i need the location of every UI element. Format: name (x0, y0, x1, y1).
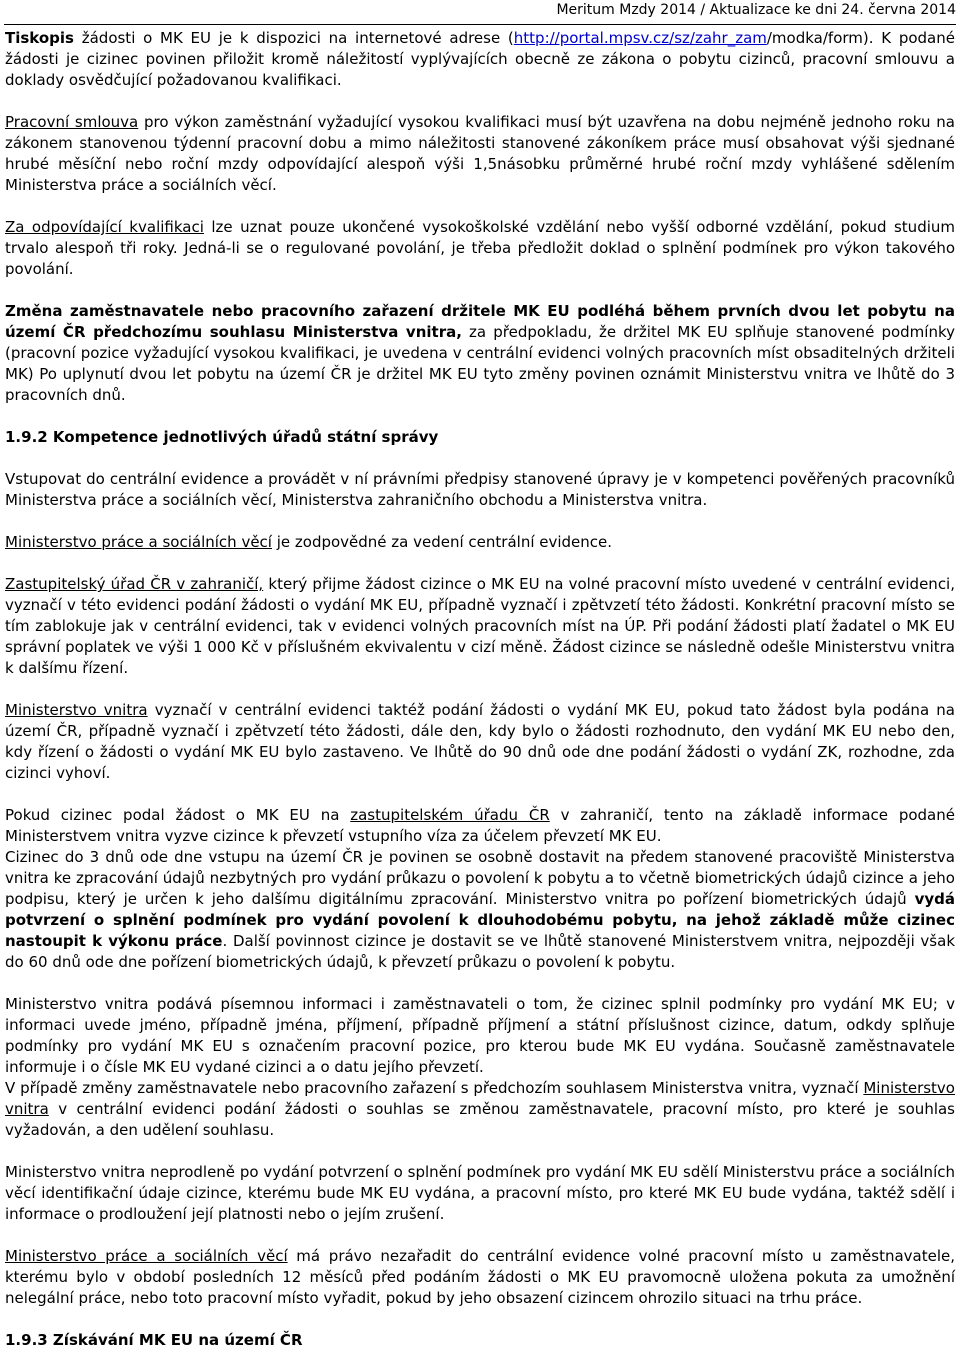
paragraph-work-contract (5, 112, 955, 196)
paragraph-form-info (5, 28, 955, 91)
underlined-term: Pracovní smlouva (5, 113, 139, 131)
text-span: v zahraničí, tento na základě informace podané Ministerstvem vnitra vyzve cizince k převzetí vstupního víza za účelem převzetí MK EU. (5, 806, 955, 845)
text-span: /modka/form). (766, 29, 874, 47)
underlined-term: Ministerstvo vnitra (5, 701, 148, 719)
paragraph-employer-info (5, 994, 955, 1078)
text-span: . Další povinnost cizince je dostavit se ve lhůtě stanovené Ministerstvem vnitra, nejpozději však do 60 dnů ode dne pořízení biometrických údajů, k převzetí průkazu o povolení k pobytu. (5, 932, 955, 971)
paragraph-mpsv-rights (5, 1246, 955, 1309)
underlined-term: Ministerstvo práce a sociálních věcí (5, 533, 272, 551)
text-span: je zodpovědné za vedení centrální evidence. (271, 533, 613, 551)
underlined-term: Za odpovídající kvalifikaci (5, 218, 204, 236)
paragraph-entry-obligations (5, 847, 955, 973)
text-span: V případě změny zaměstnavatele nebo pracovního zařazení s předchozím souhlasem Ministerstva vnitra, vyznačí (5, 1079, 864, 1097)
paragraph-qualification (5, 217, 955, 280)
paragraph-employer-change (5, 301, 955, 406)
text-span: Ministerstvo vnitra neprodleně po vydání potvrzení o splnění podmínek pro vydání MK EU sdělí Ministerstvu práce a sociálních věcí identifikační údaje cizince, kterému bude MK EU vydána, a pracovní místo, pro které MK EU bude vydána, taktéž sdělí i informace o prodloužení její platnosti nebo o jejím zrušení. (5, 1163, 955, 1223)
running-header: Meritum Mzdy 2014 / Aktualizace ke dni 24. června 2014 (556, 2, 956, 18)
paragraph-central-register (5, 469, 955, 511)
paragraph-embassy-application (5, 805, 955, 847)
text-span: v centrální evidenci podání žádosti o souhlas se změnou zaměstnavatele, pracovní místo, pro které je souhlas vyžadován, a den udělení souhlasu. (5, 1100, 955, 1139)
underlined-term: Ministerstvo vnitra (5, 1079, 955, 1118)
underlined-term: Ministerstvo práce a sociálních věcí (5, 1247, 288, 1265)
text-span: Pokud cizinec podal žádost o MK EU na (5, 806, 351, 824)
paragraph-embassy (5, 574, 955, 679)
text-span: žádosti o MK EU je k dispozici na internetové adrese ( (74, 29, 514, 47)
underlined-term: zastupitelském úřadu ČR (350, 806, 550, 824)
text-span: Cizinec do 3 dnů ode dne vstupu na území ČR je povinen se osobně dostavit na předem stanovené pracoviště Ministerstva vnitra ke zpracování údajů nezbytných pro vydání průkazu o povolení k pobytu a to včetně biometrických údajů cizince a jeho podpisu, který je určen k jeho dalšímu digitálnímu zpracování. Ministerstvo vnitra po pořízení biometrických údajů (5, 848, 955, 908)
section-heading-1-9-2: 1.9.2 Kompetence jednotlivých úřadů státní správy (5, 428, 439, 446)
paragraph-identification-data (5, 1162, 955, 1225)
text-span: který přijme žádost cizince o MK EU na volné pracovní místo uvedené v centrální evidenci, vyznačí v této evidenci podání žádosti o vydání MK EU, případně vyznačí i zpětvzetí této žádosti. Konkrétní pracovní místo se tím zablokuje jak v centrální evidenci, tak v evidenci volných pracovních míst na ÚP. Při podání žádosti platí žadatel o MK EU správní poplatek ve výši 1 000 Kč v příslušném ekvivalentu v cizí měně. Žádost cizince se následně odešle Ministerstvu vnitra k dalšímu řízení. (5, 575, 955, 677)
text-span: pro výkon zaměstnání vyžadující vysokou kvalifikaci musí být uzavřena na dobu nejméně jednoho roku na zákonem stanovenou týdenní pracovní dobu a mimo náležitosti stanovené zákoníkem práce musí obsahovat výši sjednané hrubé měsíční nebo roční mzdy odpovídající alespoň výši 1,5násobku průměrné hrubé roční mzdy vyhlášené sdělením Ministerstva práce a sociálních věcí. (5, 113, 955, 194)
text-span: za předpokladu, že držitel MK EU splňuje stanovené podmínky (pracovní pozice vyžadující vysokou kvalifikaci, je uvedena v centrální evidenci volných pracovních míst obsaditelných držiteli MK) Po uplynutí dvou let pobytu na území ČR je držitel MK EU tyto změny povinen oznámit Ministerstvu vnitra ve lhůtě do 3 pracovních dnů. (5, 323, 955, 404)
bold-term: Změna zaměstnavatele nebo pracovního zařazení držitele MK EU podléhá během prvních dvou let pobytu na území ČR předchozímu souhlasu Ministerstva vnitra, (5, 302, 955, 341)
paragraph-consent-change (5, 1078, 955, 1141)
text-span: má právo nezařadit do centrální evidence volné pracovní místo u zaměstnavatele, kterému bylo v období posledních 12 měsíců před podáním žádosti o MK EU pravomocně uložena pokuta za umožnění nelegální práce, nebo toto pracovní místo vyřadit, pokud by jeho obsazení cizincem ohrozilo situaci na trhu práce. (5, 1247, 955, 1307)
document-body (5, 28, 955, 1351)
text-span: Vstupovat do centrální evidence a provádět v ní právními předpisy stanovené úpravy je v kompetenci pověřených pracovníků Ministerstva práce a sociálních věcí, Ministerstva zahraničního obchodu a Ministerstva vnitra. (5, 470, 955, 509)
section-heading-1-9-3: 1.9.3 Získávání MK EU na území ČR (5, 1331, 303, 1349)
paragraph-ministry-interior (5, 700, 955, 784)
text-span: lze uznat pouze ukončené vysokoškolské vzdělání nebo vyšší odborné vzdělání, pokud studium trvalo alespoň tři roky. Jedná-li se o regulované povolání, je třeba předložit doklad o splnění podmínek pro výkon takového povolání. (5, 218, 955, 278)
bold-term-tiskopis: Tiskopis (5, 29, 74, 47)
text-span: K podané žádosti je cizinec povinen přiložit kromě náležitostí vyplývajících obecně ze zákona o pobytu cizinců, pracovní smlouvu a doklady osvědčující požadovanou kvalifikaci. (5, 29, 955, 89)
portal-link[interactable]: http://portal.mpsv.cz/sz/zahr_zam (513, 29, 767, 47)
underlined-term: Zastupitelský úřad ČR v zahraničí, (5, 575, 264, 593)
bold-term: vydá potvrzení o splnění podmínek pro vydání povolení k dlouhodobému pobytu, na jehož základě může cizinec nastoupit k výkonu práce (5, 890, 955, 950)
text-span: vyznačí v centrální evidenci taktéž podání žádosti o vydání MK EU, pokud tato žádost byla podána na území ČR, případně vyznačí i zpětvzetí této žádosti, dále den, kdy bylo o žádosti rozhodnuto, den vydání MK EU nebo den, kdy řízení o žádosti o vydání MK EU bylo zastaveno. Ve lhůtě do 90 dnů ode dne podání žádosti o vydání ZK, rozhodne, zda cizinci vyhoví. (5, 701, 956, 782)
text-span: Ministerstvo vnitra podává písemnou informaci i zaměstnavateli o tom, že cizinec splnil podmínky pro vydání MK EU; v informaci uvede jméno, případně jména, příjmení, případně příjmení a státní příslušnost cizince, datum, odkdy splňuje podmínky pro vydání MK EU s označením pracovní pozice, pro kterou bude MK EU vydána. Současně zaměstnavatele informuje i o čísle MK EU vydané cizinci a o datu jejího převzetí. (5, 995, 955, 1076)
paragraph-mpsv-responsibility (5, 532, 955, 553)
header-rule (4, 24, 956, 25)
